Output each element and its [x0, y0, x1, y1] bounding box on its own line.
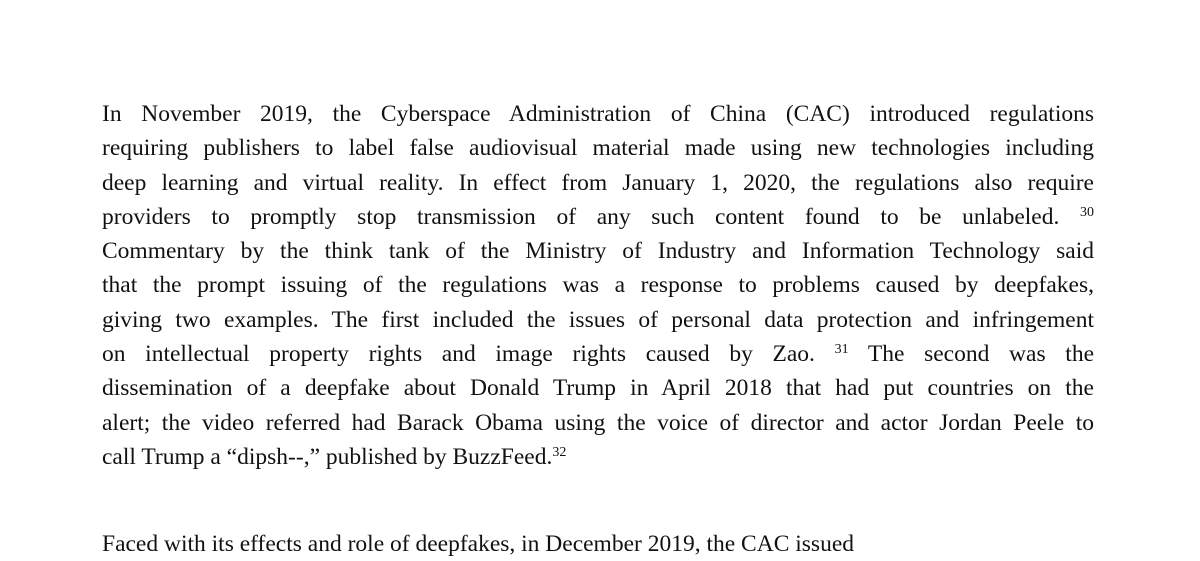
line-8-continuation: The second was the [867, 341, 1094, 368]
paragraph-line-9: dissemination of a deepfake about Donald Trump in April 2018 that had put countries on the [102, 375, 1094, 402]
next-paragraph-line-1: Faced with its effects and role of deepfakes, in December 2019, the CAC issued [102, 531, 854, 557]
footnote-ref-31[interactable]: 31 [834, 342, 849, 358]
paragraph-line-8 [102, 337, 1094, 371]
line-11-text: call Trump a “dipsh--,” published by BuzzFeed. [102, 443, 553, 470]
paragraph-line-11 [102, 440, 1094, 474]
paragraph-line-6: that the prompt issuing of the regulations was a response to problems caused by deepfakes, [102, 272, 1094, 299]
paragraph-line-4 [102, 200, 1094, 234]
paragraph-line-10: alert; the video referred had Barack Obama using the voice of director and actor Jordan Peele to [102, 409, 1094, 436]
line-8-text: on intellectual property rights and image rights caused by Zao. [102, 341, 815, 368]
paragraph-line-2: requiring publishers to label false audiovisual material made using new technologies including [102, 135, 1094, 162]
paragraph-line-7: giving two examples. The first included the issues of personal data protection and infringement [102, 306, 1094, 333]
line-4-text: providers to promptly stop transmission of any such content found to be unlabeled. [102, 203, 1060, 230]
paragraph-line-1: In November 2019, the Cyberspace Administration of China (CAC) introduced regulations [102, 101, 1094, 127]
footnote-ref-30[interactable]: 30 [1080, 204, 1095, 220]
footnote-ref-32[interactable]: 32 [552, 444, 567, 460]
paragraph-line-3: deep learning and virtual reality. In effect from January 1, 2020, the regulations also require [102, 169, 1094, 196]
paragraph-line-5: Commentary by the think tank of the Ministry of Industry and Information Technology said [102, 238, 1094, 265]
paragraph-next-cut-off [102, 527, 854, 561]
paragraph-cac-regulations [102, 97, 1094, 474]
document-body [102, 97, 1095, 557]
